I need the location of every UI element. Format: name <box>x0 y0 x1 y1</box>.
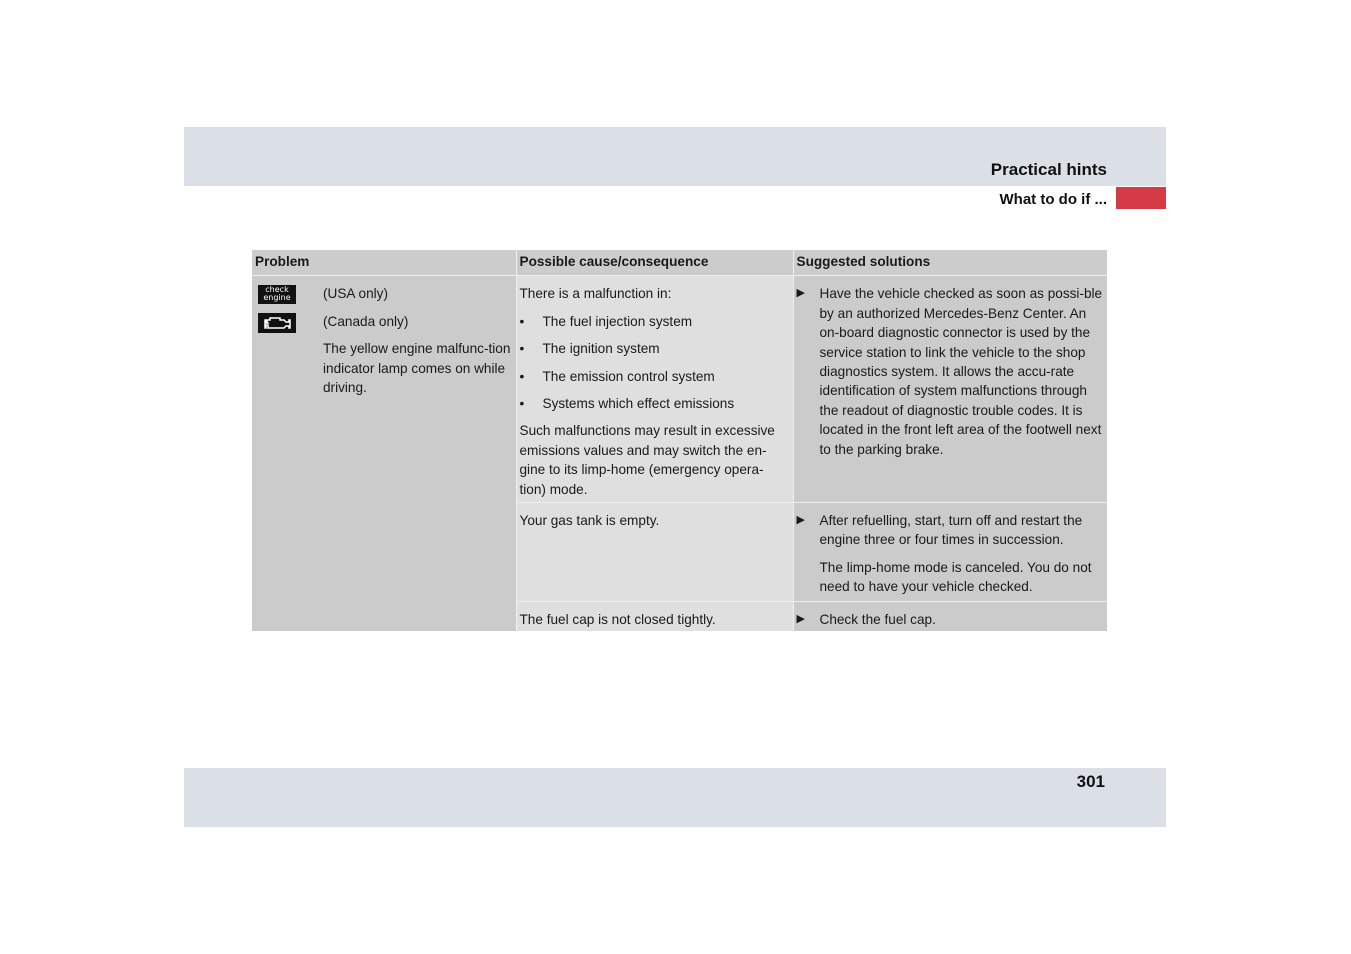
problem-usa-line <box>255 284 513 303</box>
cause-intro: There is a malfunction in: <box>519 286 672 302</box>
table-row <box>252 276 1107 503</box>
table-header-row <box>252 250 1107 276</box>
column-header-problem: Problem <box>252 250 516 276</box>
problem-canada-label: (Canada only) <box>323 313 409 329</box>
column-header-solutions: Suggested solutions <box>793 250 1107 276</box>
solution-step: ▶ After refuelling, start, turn off and restart the engine three or four times in succession. <box>797 511 1105 550</box>
step-arrow-icon: ▶ <box>796 612 805 625</box>
problem-cell <box>252 276 516 631</box>
subsection-title: What to do if ... <box>999 191 1107 208</box>
list-item: • Systems which effect emissions <box>519 396 735 412</box>
problem-description: The yellow engine malfunc-tion indicator lamp comes on while driving. <box>323 341 511 396</box>
cause-cell: Your gas tank is empty. <box>516 503 793 602</box>
solution-note: The limp-home mode is canceled. You do not need to have your vehicle checked. <box>819 559 1092 595</box>
footer-band <box>184 768 1166 827</box>
cause-cell <box>516 276 793 503</box>
solution-step: ▶ Have the vehicle checked as soon as possi-ble by an authorized Mercedes-Benz Center. An on-board diagnostic connector is used by the service station to link the vehicle to the shop diagnostics system. It allows the accu-rate identification of system malfunctions through the readout of diagnostic trouble codes. It is located in the front left area of the footwell next to the parking brake. <box>797 284 1105 459</box>
solution-cell <box>793 276 1107 503</box>
cause-note: Such malfunctions may result in excessive emissions values and may switch the en-gine to its limp-home (emergency opera-tion) mode. <box>519 423 775 497</box>
page-number: 301 <box>1076 772 1105 791</box>
column-header-cause: Possible cause/consequence <box>516 250 793 276</box>
solution-cell <box>793 601 1107 631</box>
check-engine-icon: check engine <box>258 285 296 304</box>
step-arrow-icon: ▶ <box>796 514 805 527</box>
step-arrow-icon: ▶ <box>796 287 805 300</box>
cause-cell: The fuel cap is not closed tightly. <box>516 601 793 631</box>
list-item: • The emission control system <box>519 368 715 384</box>
problem-usa-label: (USA only) <box>323 286 388 302</box>
problem-canada-line <box>255 312 513 331</box>
solution-step: ▶ Check the fuel cap. <box>797 610 1105 629</box>
troubleshooting-table <box>252 250 1107 631</box>
solution-cell <box>793 503 1107 602</box>
engine-outline-icon <box>258 313 296 333</box>
list-item: • The ignition system <box>519 341 660 357</box>
chapter-tab-marker <box>1116 187 1166 209</box>
section-title: Practical hints <box>990 160 1107 179</box>
list-item: • The fuel injection system <box>519 313 693 329</box>
